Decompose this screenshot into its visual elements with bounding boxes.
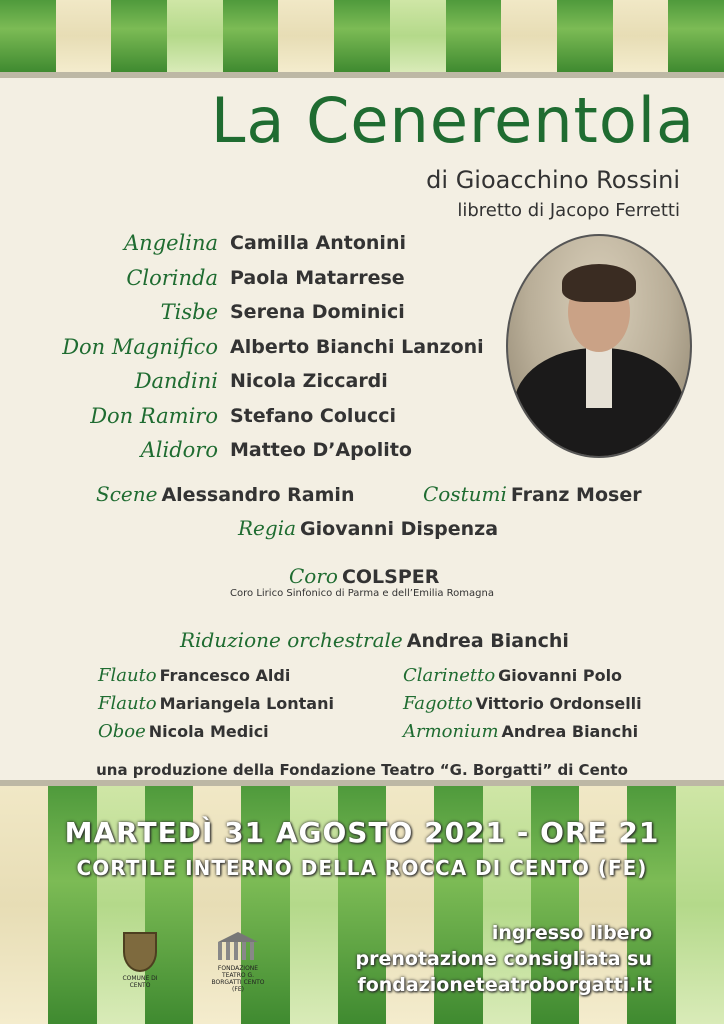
fondazione-label: FONDAZIONE TEATRO G. BORGATTI CENTO (FE) <box>211 965 265 993</box>
player: Andrea Bianchi <box>501 722 639 741</box>
instrument: Armonium <box>403 721 499 742</box>
credit-label: Regia <box>238 516 297 540</box>
credit-label: Coro <box>289 564 338 588</box>
credit-label: Riduzione orchestrale <box>180 628 403 652</box>
credit-riduzione <box>180 628 569 652</box>
actor: Stefano Colucci <box>230 404 397 427</box>
player: Francesco Aldi <box>159 666 291 685</box>
credit-name: COLSPER <box>341 566 440 588</box>
credit-scene <box>96 482 354 506</box>
coro-description: Coro Lirico Sinfonico di Parma e dell’Emilia Romagna <box>230 588 494 599</box>
role: Tisbe <box>160 300 218 325</box>
orchestra-member <box>98 665 290 686</box>
cast-row <box>0 330 500 365</box>
player: Nicola Medici <box>148 722 269 741</box>
event-date: MARTEDÌ 31 AGOSTO 2021 - ORE 21 <box>64 816 660 849</box>
composer: di Gioacchino Rossini <box>426 166 680 194</box>
instrument: Clarinetto <box>403 665 496 686</box>
actor: Serena Dominici <box>230 301 405 324</box>
cast-row <box>0 226 500 261</box>
role: Clorinda <box>126 265 218 290</box>
fondazione-logo <box>210 932 266 993</box>
librettist: libretto di Jacopo Ferretti <box>457 200 680 221</box>
comune-label: COMUNE DI CENTO <box>122 975 158 989</box>
comune-crest-icon <box>123 932 157 972</box>
credit-name: Andrea Bianchi <box>406 630 569 652</box>
role: Don Magnifico <box>62 334 218 359</box>
player: Mariangela Lontani <box>159 694 334 713</box>
role: Dandini <box>134 369 218 394</box>
comune-logo <box>112 932 168 989</box>
orchestra-member <box>98 721 269 742</box>
composer-portrait <box>506 234 692 458</box>
instrument: Fagotto <box>403 693 473 714</box>
credit-name: Giovanni Dispenza <box>300 518 499 540</box>
actor: Alberto Bianchi Lanzoni <box>230 335 484 358</box>
opera-title: La Cenerentola <box>210 84 695 157</box>
cast-row <box>0 399 500 434</box>
production-note: una produzione della Fondazione Teatro “G. Borgatti” di Cento <box>96 761 628 779</box>
credit-name: Franz Moser <box>510 484 642 506</box>
credit-regia <box>238 516 498 540</box>
cast-row <box>0 364 500 399</box>
instrument: Oboe <box>98 721 146 742</box>
role: Angelina <box>123 231 218 256</box>
credit-costumi <box>423 482 642 506</box>
credit-label: Scene <box>96 482 158 506</box>
credit-coro <box>289 564 439 588</box>
actor: Matteo D’Apolito <box>230 439 412 462</box>
orchestra-member <box>98 693 334 714</box>
role: Alidoro <box>140 438 218 463</box>
instrument: Flauto <box>98 693 157 714</box>
event-venue: CORTILE INTERNO DELLA ROCCA DI CENTO (FE) <box>76 856 648 880</box>
theater-temple-icon <box>218 932 258 962</box>
role: Don Ramiro <box>90 403 218 428</box>
player: Giovanni Polo <box>498 666 623 685</box>
orchestra-member <box>403 693 642 714</box>
info-free-entry: ingresso libero <box>491 922 652 944</box>
cast-list <box>0 226 500 468</box>
instrument: Flauto <box>98 665 157 686</box>
credit-label: Costumi <box>423 482 507 506</box>
top-stripes <box>0 0 724 72</box>
orchestra-member <box>403 665 622 686</box>
player: Vittorio Ordonselli <box>475 694 642 713</box>
credit-name: Alessandro Ramin <box>161 484 355 506</box>
cast-row <box>0 295 500 330</box>
info-website[interactable]: fondazioneteatroborgatti.it <box>357 974 652 996</box>
cast-row <box>0 433 500 468</box>
actor: Camilla Antonini <box>230 232 406 255</box>
orchestra-member <box>403 721 638 742</box>
top-edge <box>0 72 724 78</box>
actor: Paola Matarrese <box>230 266 405 289</box>
info-booking: prenotazione consigliata su <box>355 948 652 970</box>
actor: Nicola Ziccardi <box>230 370 388 393</box>
cast-row <box>0 261 500 296</box>
